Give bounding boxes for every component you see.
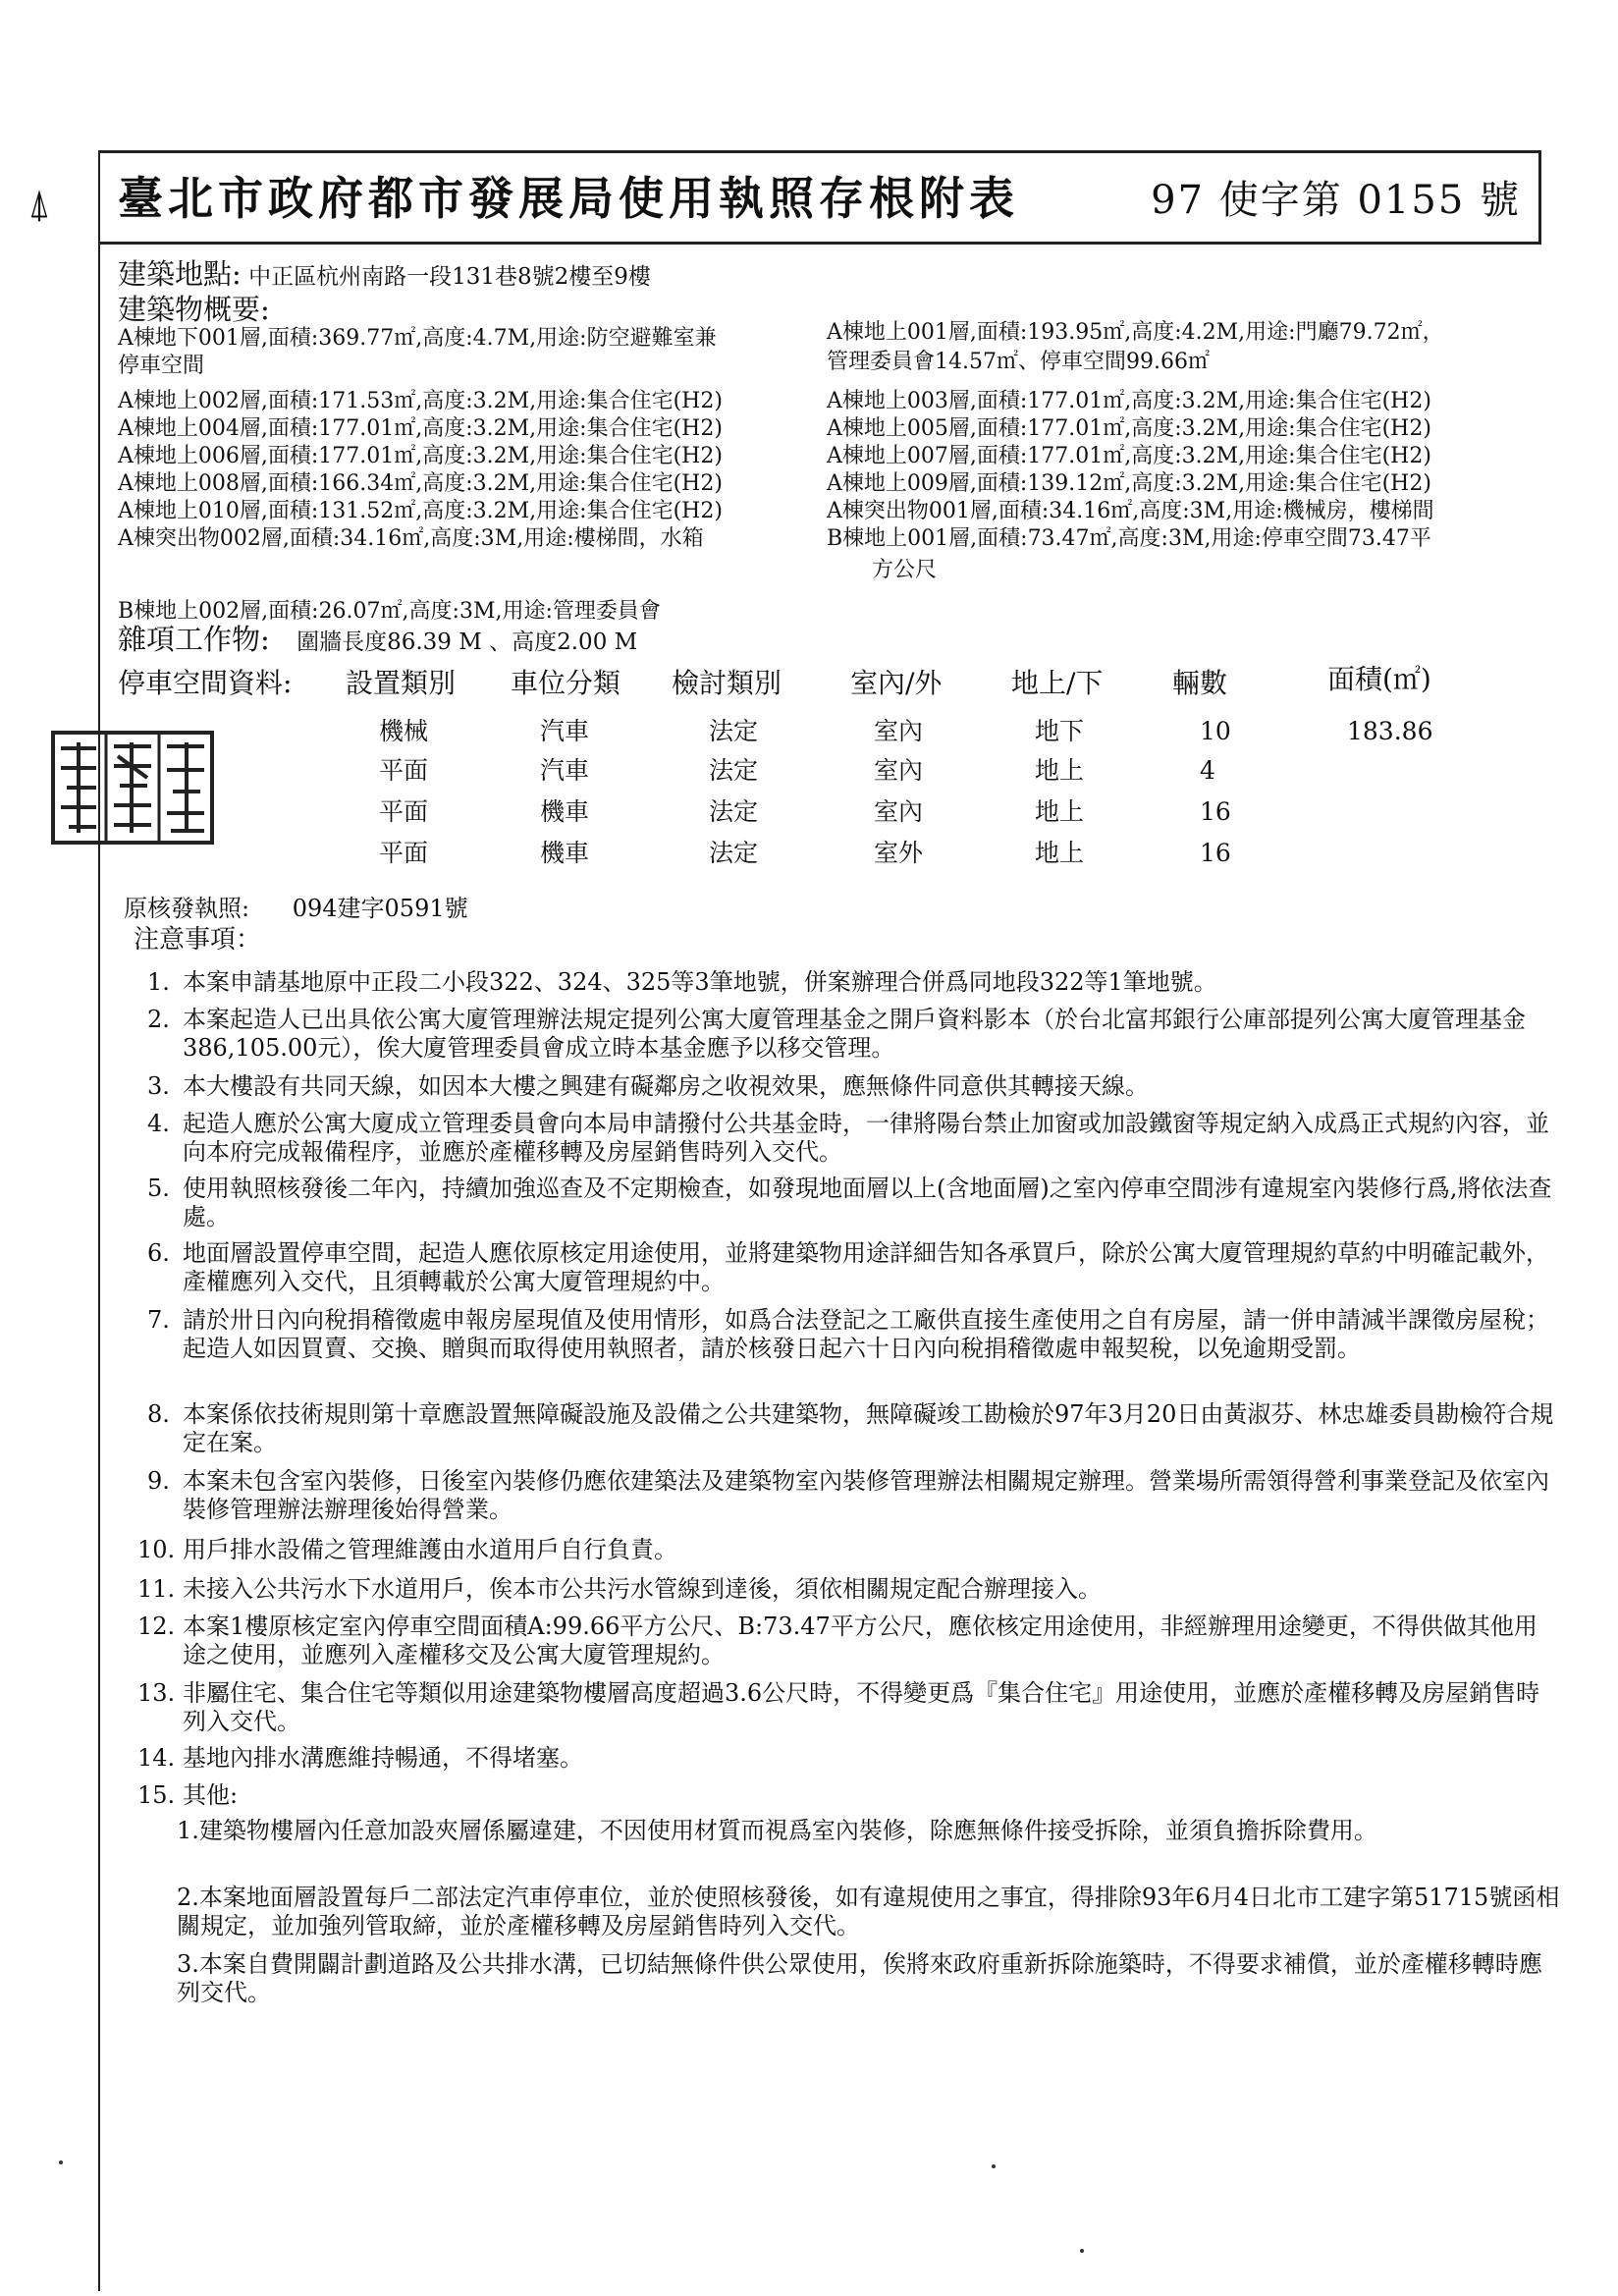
parking-cell: 地上 [1035,756,1085,785]
scan-speck [1080,2249,1084,2253]
misc-value: 圍牆長度86.39 M 、高度2.00 M [297,629,638,655]
parking-cell: 法定 [709,756,759,785]
parking-header-cell: 室內/外 [850,667,943,699]
overview-right-line: A棟地上001層,面積:193.95㎡,高度:4.2M,用途:門廳79.72㎡， [827,320,1444,345]
parking-header-cell: 地上/下 [1011,667,1104,699]
site-value: 中正區杭州南路一段131巷8號2樓至9樓 [248,264,651,290]
parking-header-cell: 設置類別 [346,667,457,699]
note-sub-item: 1.建築物樓層內任意加設夾層係屬違建，不因使用材質而視爲室內裝修，除應無條件接受拆除，並須負擔拆除費用。 [177,1817,1377,1844]
overview-right-line: B棟地上001層,面積:73.47㎡,高度:3M,用途:停車空間73.47平 [827,526,1431,551]
note-number: 15. [137,1781,176,1809]
parking-cell: 室內 [874,717,924,745]
parking-header-cell: 車位分類 [511,667,621,699]
overview-right-line: A棟地上009層,面積:139.12㎡,高度:3.2M,用途:集合住宅(H2) [827,471,1431,496]
overview-right-line: A棟地上005層,面積:177.01㎡,高度:3.2M,用途:集合住宅(H2) [827,416,1431,441]
misc-row [118,623,638,656]
title-box [98,150,1541,245]
overview-right-line: A棟地上007層,面積:177.01㎡,高度:3.2M,用途:集合住宅(H2) [827,444,1431,468]
parking-cell: 汽車 [540,717,590,745]
note-number: 11. [137,1575,176,1603]
overview-left-line: A棟地上002層,面積:171.53㎡,高度:3.2M,用途:集合住宅(H2) [118,389,723,413]
overview-left-line: A棟地上006層,面積:177.01㎡,高度:3.2M,用途:集合住宅(H2) [118,444,723,468]
parking-cell: 平面 [379,797,429,826]
parking-cell: 地上 [1035,839,1085,867]
parking-cell: 室內 [874,756,924,785]
permit-number: 97 使字第 0155 號 [1151,178,1521,223]
margin-mark: ⍋ [27,182,51,227]
overview-left-line: A棟地上010層,面積:131.52㎡,高度:3.2M,用途:集合住宅(H2) [118,499,723,523]
parking-cell: 地下 [1035,717,1085,745]
note-text: 未接入公共污水下水道用戶，俟本市公共污水管線到達後，須依相關規定配合辦理接入。 [183,1575,1102,1603]
parking-cell: 室內 [874,797,924,826]
parking-cell: 16 [1200,797,1231,826]
overview-label: 建築物概要: [118,293,270,326]
note-text: 本案起造人已出具依公寓大廈管理辦法規定提列公寓大廈管理基金之開戶資料影本（於台北富邦銀行公庫部提列公寓大廈管理基金386,105.00元），俟大廈管理委員會成立時本基金應予以移交管理。 [183,1006,1526,1062]
parking-cell: 10 [1200,717,1231,745]
note-number: 4. [147,1110,170,1137]
note-text: 本案1樓原核定室內停車空間面積A:99.66平方公尺、B:73.47平方公尺，應依核定用途使用，非經辦理用途變更，不得供做其他用途之使用，並應列入產權移交及公寓大廈管理規約。 [183,1613,1537,1668]
parking-cell: 地上 [1035,797,1085,826]
note-number: 8. [147,1400,170,1428]
overview-right-line: 方公尺 [872,558,938,582]
site-row [118,257,651,291]
note-number: 1. [147,968,170,996]
note-number: 2. [147,1006,170,1033]
site-label: 建築地點: [118,257,242,291]
note-text: 起造人應於公寓大廈成立管理委員會向本局申請撥付公共基金時，一律將陽台禁止加窗或加設鐵窗等規定納入成爲正式規約內容，並向本府完成報備程序，並應於產權移轉及房屋銷售時列入交代。 [183,1110,1549,1166]
note-number: 12. [137,1613,176,1640]
original-permit-row [124,896,468,921]
parking-cell: 機械 [379,717,429,745]
parking-header-cell: 面積(㎡) [1327,663,1431,695]
overview-left-line: 停車空間 [118,354,205,378]
overview-right-line: A棟地上003層,面積:177.01㎡,高度:3.2M,用途:集合住宅(H2) [827,389,1431,413]
note-number: 13. [137,1679,176,1707]
parking-cell: 機車 [540,839,590,867]
scan-speck [992,2164,996,2168]
parking-cell: 機車 [540,797,590,826]
note-text: 地面層設置停車空間，起造人應依原核定用途使用，並將建築物用途詳細告知各承買戶，除於公寓大廈管理規約草約中明確記載外，產權應列入交代，且須轉載於公寓大廈管理規約中。 [183,1239,1549,1295]
parking-cell: 16 [1200,839,1231,867]
overview-left-line: A棟突出物002層,面積:34.16㎡,高度:3M,用途:樓梯間，水箱 [118,526,704,551]
note-number: 5. [147,1175,170,1202]
overview-left-line: A棟地下001層,面積:369.77㎡,高度:4.7M,用途:防空避難室兼 [118,326,717,351]
note-text: 本大樓設有共同天線，如因本大樓之興建有礙鄰房之收視效果，應無條件同意供其轉接天線。 [183,1072,1149,1100]
parking-cell: 室外 [874,839,924,867]
note-number: 14. [137,1744,176,1772]
note-number: 10. [137,1536,176,1563]
parking-cell: 4 [1200,756,1215,785]
parking-header-cell: 檢討類別 [672,667,782,699]
overview-right-line: 管理委員會14.57㎡、停車空間99.66㎡ [827,350,1210,374]
note-text: 非屬住宅、集合住宅等類似用途建築物樓層高度超過3.6公尺時，不得變更爲『集合住宅』用途使用，並應於產權移轉及房屋銷售時列入交代。 [183,1679,1540,1735]
note-text: 用戶排水設備之管理維護由水道用戶自行負責。 [183,1536,677,1563]
note-text: 本案申請基地原中正段二小段322、324、325等3筆地號，併案辦理合併爲同地段322等1筆地號。 [183,968,1217,996]
parking-cell: 汽車 [540,756,590,785]
parking-cell: 平面 [379,839,429,867]
note-text: 其他: [183,1781,239,1809]
parking-label: 停車空間資料: [118,667,293,699]
note-sub-item: 3.本案自費開闢計劃道路及公共排水溝，已切結無條件供公眾使用，俟將來政府重新拆除施築時，不得要求補償，並於產權移轉時應列交代。 [177,1950,1542,2006]
page-left-border [98,150,100,2291]
note-number: 6. [147,1239,170,1267]
original-permit-label: 原核發執照: [124,895,250,922]
note-text: 使用執照核發後二年內，持續加強巡查及不定期檢查，如發現地面層以上(含地面層)之室內停車空間涉有違規室內裝修行爲,將依法查處。 [183,1175,1552,1230]
parking-cell: 法定 [709,717,759,745]
page-title: 臺北市政府都市發展局使用執照存根附表 [118,172,1019,225]
note-text: 請於卅日內向稅捐稽徵處申報房屋現值及使用情形，如爲合法登記之工廠供直接生產使用之自有房屋，請一併申請減半課徵房屋稅；起造人如因買賣、交換、贈與而取得使用執照者，請於核發日起六十日內向稅捐稽徵處申報契稅，以免逾期受罰。 [183,1306,1549,1362]
note-number: 9. [147,1467,170,1495]
parking-cell: 183.86 [1347,717,1433,745]
overview-left-line: A棟地上008層,面積:166.34㎡,高度:3.2M,用途:集合住宅(H2) [118,471,723,496]
parking-cell: 法定 [709,797,759,826]
note-text: 本案係依技術規則第十章應設置無障礙設施及設備之公共建築物，無障礙竣工勘檢於97年3月20日由黃淑芬、林忠雄委員勘檢符合規定在案。 [183,1400,1554,1456]
note-text: 基地內排水溝應維持暢通，不得堵塞。 [183,1744,583,1772]
scan-speck [59,2160,63,2164]
note-text: 本案未包含室內裝修，日後室內裝修仍應依建築法及建築物室內裝修管理辦法相關規定辦理。營業場所需領得營利事業登記及依室內裝修管理辦法辦理後始得營業。 [183,1467,1549,1523]
original-permit-value: 094建字0591號 [292,895,468,922]
note-number: 7. [147,1306,170,1334]
note-sub-item: 2.本案地面層設置每戶二部法定汽車停車位，並於使照核發後，如有違規使用之事宜，得排除93年6月4日北市工建字第51715號函相關規定，並加強列管取締，並於產權移轉及房屋銷售時列入交代。 [177,1884,1560,1940]
overview-left-line: A棟地上004層,面積:177.01㎡,高度:3.2M,用途:集合住宅(H2) [118,416,723,441]
misc-label: 雜項工作物: [118,623,270,656]
note-number: 3. [147,1072,170,1100]
notes-label: 注意事項： [134,925,262,955]
parking-cell: 平面 [379,756,429,785]
overview-right-line: A棟突出物001層,面積:34.16㎡,高度:3M,用途:機械房，樓梯間 [827,499,1434,523]
parking-cell: 法定 [709,839,759,867]
official-seal-stamp [49,729,216,847]
parking-header-cell: 輛數 [1172,667,1228,699]
overview-b-line: B棟地上002層,面積:26.07㎡,高度:3M,用途:管理委員會 [118,599,661,624]
